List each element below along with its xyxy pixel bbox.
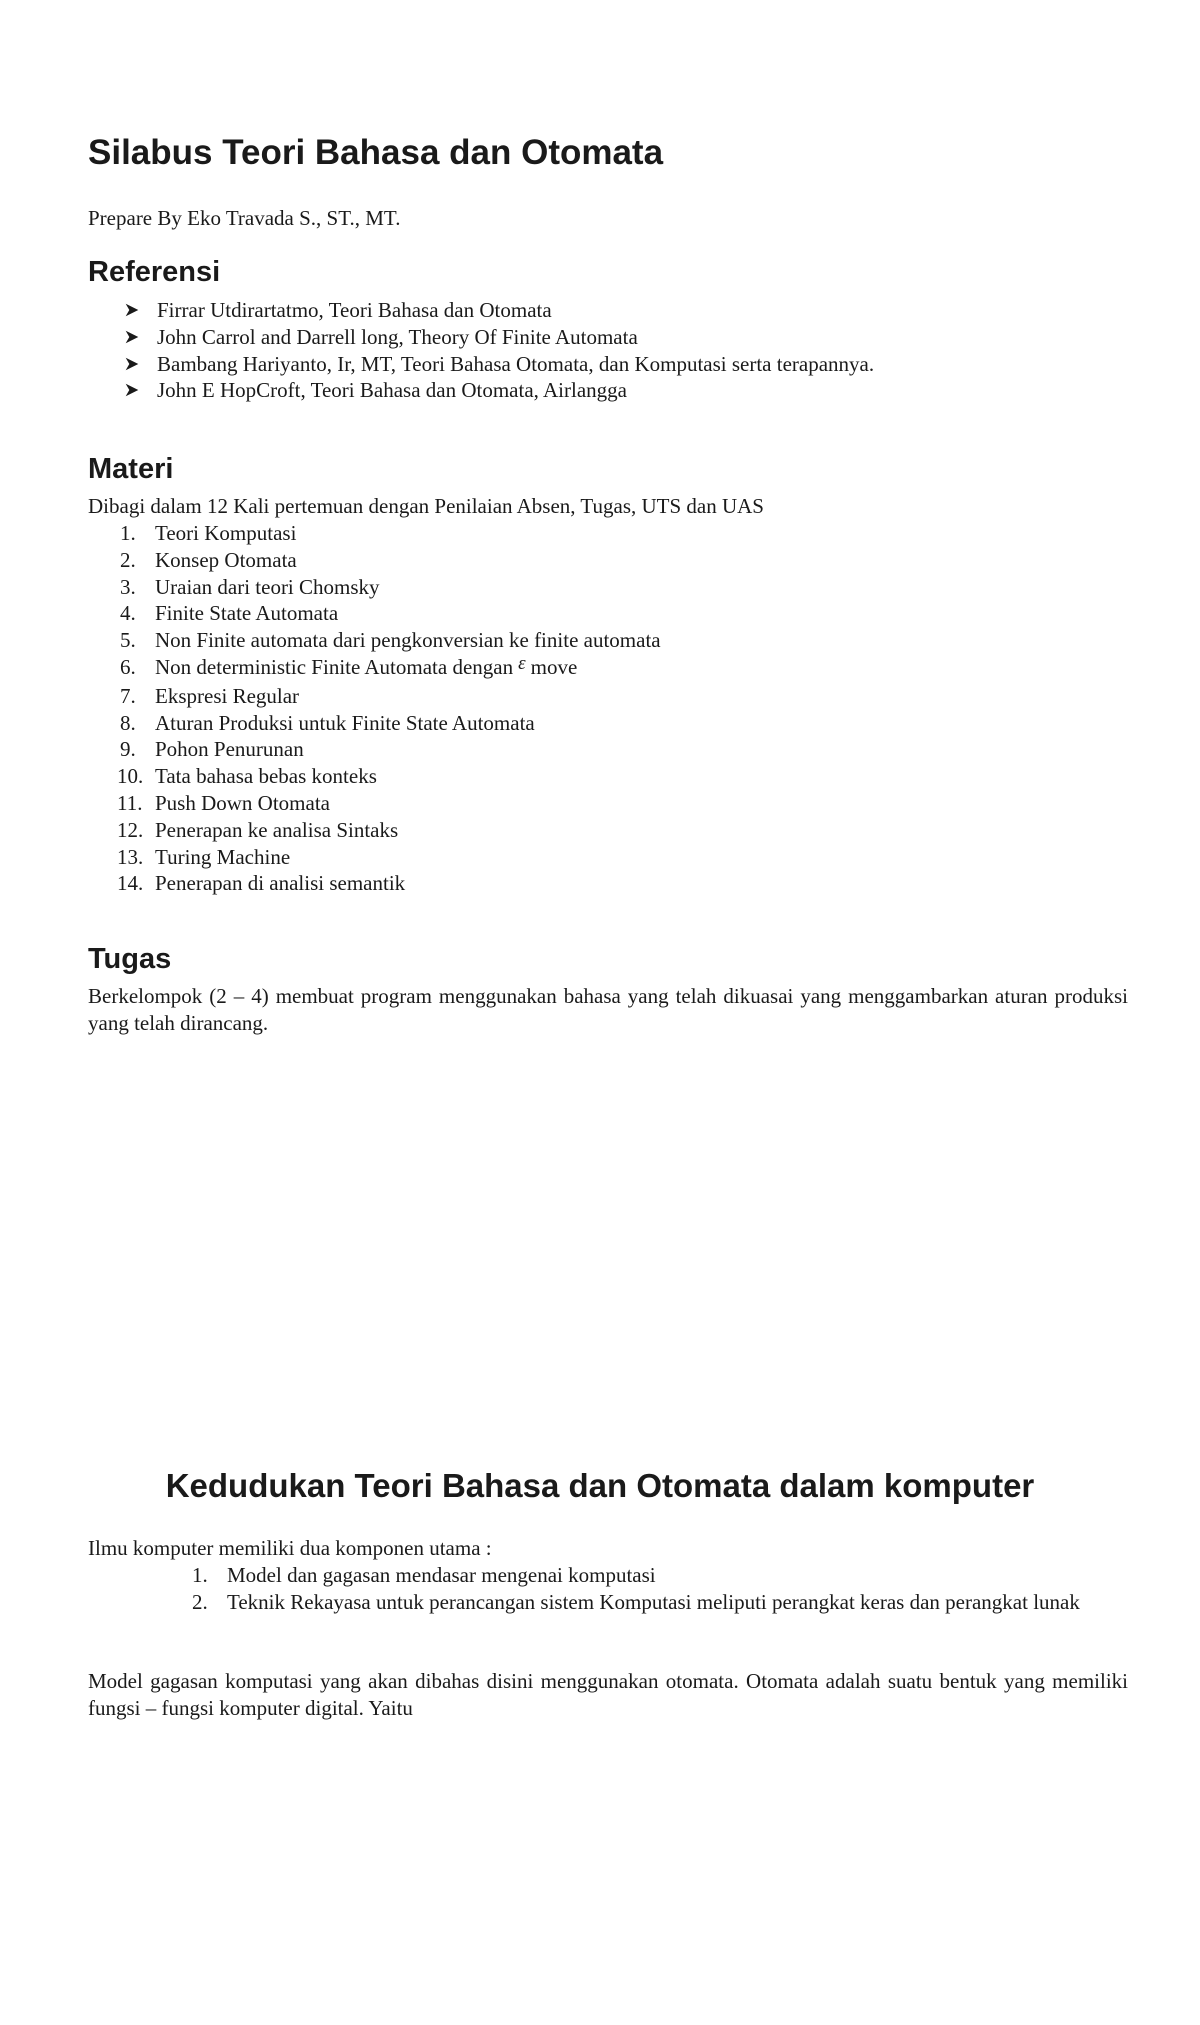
item-text: Non deterministic Finite Automata dengan: [155, 654, 514, 679]
list-item: [122, 324, 874, 351]
list-item: [117, 790, 661, 817]
item-number: 9.: [120, 737, 136, 762]
arrow-bullet-icon: [122, 301, 142, 319]
tugas-body: Berkelompok (2 – 4) membuat program menggunakan bahasa yang telah dikuasai yang menggambarkan aturan produksi yang telah dirancang.: [88, 984, 1128, 1035]
item-text: Tata bahasa bebas konteks: [155, 764, 377, 789]
list-item: [117, 870, 661, 897]
list-item: [117, 763, 661, 790]
list-item: [120, 627, 661, 654]
item-number: 5.: [120, 628, 136, 653]
item-number: 1.: [192, 1563, 208, 1587]
kedudukan-heading: Kedudukan Teori Bahasa dan Otomata dalam komputer: [165, 1467, 1035, 1504]
document-title: Silabus Teori Bahasa dan Otomata: [88, 133, 664, 172]
list-item: [120, 736, 661, 763]
list-item: [117, 844, 661, 871]
tugas-heading: Tugas: [88, 943, 172, 975]
arrow-bullet-icon: [122, 381, 142, 399]
item-number: 2.: [120, 547, 136, 572]
author-line: Prepare By Eko Travada S., ST., MT.: [88, 206, 401, 230]
kedudukan-body: Model gagasan komputasi yang akan dibahas disini menggunakan otomata. Otomata adalah suatu bentuk yang memiliki fungsi – fungsi komputer digital. Yaitu: [88, 1669, 1128, 1720]
item-number: 2.: [192, 1589, 208, 1614]
item-text: Teknik Rekayasa untuk perancangan sistem Komputasi meliputi perangkat keras dan perangkat lunak: [227, 1589, 1080, 1614]
item-text-after: move: [530, 654, 578, 679]
list-item: [120, 520, 661, 547]
item-text: Konsep Otomata: [155, 547, 297, 572]
list-item: [122, 351, 874, 378]
list-item: [122, 297, 874, 324]
referensi-item: John Carrol and Darrell long, Theory Of Finite Automata: [157, 324, 638, 349]
item-number: 8.: [120, 710, 136, 735]
item-text: Non Finite automata dari pengkonversian ke finite automata: [155, 628, 661, 653]
item-text: Penerapan ke analisa Sintaks: [155, 817, 399, 842]
kedudukan-intro: Ilmu komputer memiliki dua komponen utama :: [88, 1536, 492, 1560]
list-item: [120, 600, 661, 627]
item-number: 12.: [117, 817, 144, 842]
item-number: 11.: [117, 790, 143, 815]
item-number: 14.: [117, 871, 144, 896]
referensi-item: John E HopCroft, Teori Bahasa dan Otomata, Airlangga: [157, 378, 627, 403]
epsilon-symbol: ε: [518, 652, 526, 674]
list-item: [120, 710, 661, 737]
item-text: Teori Komputasi: [155, 521, 297, 545]
referensi-item: Firrar Utdirartatmo, Teori Bahasa dan Otomata: [157, 298, 552, 322]
materi-heading: Materi: [88, 453, 174, 485]
item-text: Turing Machine: [155, 844, 291, 869]
materi-intro: Dibagi dalam 12 Kali pertemuan dengan Penilaian Absen, Tugas, UTS dan UAS: [88, 494, 764, 518]
list-item: [117, 817, 661, 844]
item-text: Pohon Penurunan: [155, 737, 304, 762]
item-number: 10.: [117, 764, 144, 789]
item-text: Aturan Produksi untuk Finite State Automata: [155, 710, 535, 735]
list-item: [120, 547, 661, 574]
list-item: [120, 654, 661, 683]
list-item: [120, 683, 661, 710]
arrow-bullet-icon: [122, 328, 142, 346]
arrow-bullet-icon: [122, 355, 142, 373]
item-text: Uraian dari teori Chomsky: [155, 574, 380, 599]
referensi-list: [122, 297, 874, 404]
item-number: 7.: [120, 683, 136, 708]
referensi-heading: Referensi: [88, 256, 221, 288]
item-number: 13.: [117, 844, 144, 869]
item-text: Push Down Otomata: [155, 790, 330, 815]
referensi-item: Bambang Hariyanto, Ir, MT, Teori Bahasa Otomata, dan Komputasi serta terapannya.: [157, 351, 875, 376]
list-item: [192, 1589, 1147, 1616]
materi-list: [117, 520, 661, 897]
kedudukan-list: [192, 1562, 1147, 1616]
list-item: [122, 377, 874, 404]
item-number: 1.: [120, 521, 136, 545]
list-item: [192, 1562, 1147, 1589]
item-text: Finite State Automata: [155, 601, 339, 626]
list-item: [120, 574, 661, 601]
item-number: 4.: [120, 601, 136, 626]
item-text: Model dan gagasan mendasar mengenai komputasi: [227, 1563, 656, 1587]
item-number: 6.: [120, 654, 136, 679]
item-text: Penerapan di analisi semantik: [155, 871, 406, 896]
item-number: 3.: [120, 574, 136, 599]
item-text: Ekspresi Regular: [155, 683, 300, 708]
